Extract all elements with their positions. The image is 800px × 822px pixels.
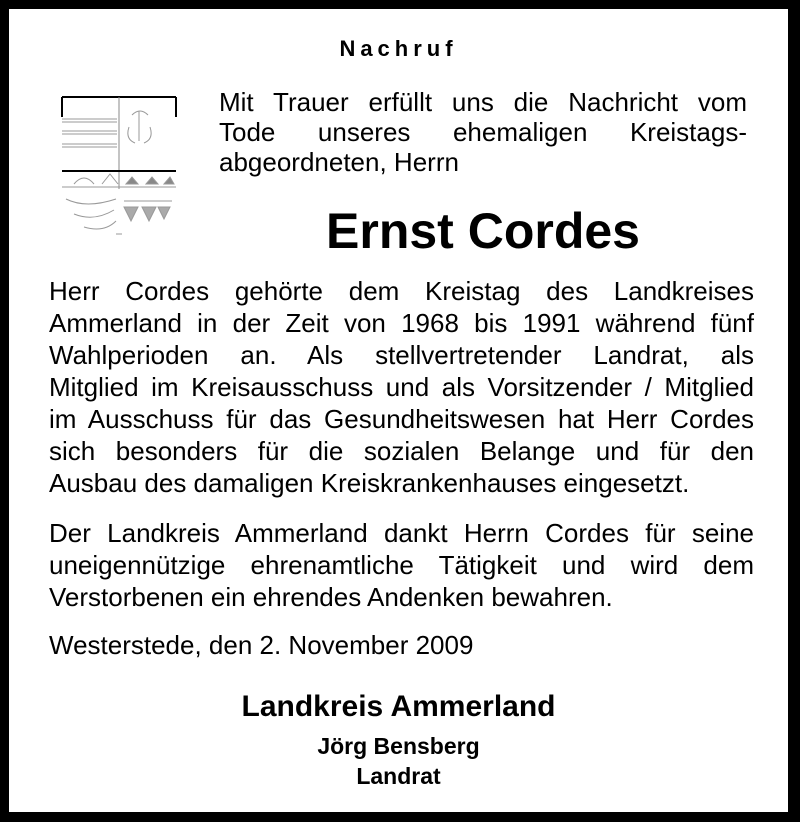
text-line: Der Landkreis Ammerland dankt Herrn Cordes für seine [49,518,754,548]
text-line: im Ausschuss für das Gesundheitswesen hat Herr Cordes [49,404,754,434]
notice-heading: Nachruf [339,36,458,61]
thanks-paragraph [49,517,754,613]
biography-paragraph [49,275,754,499]
intro-text [219,87,747,177]
place-date: Westerstede, den 2. November 2009 [49,630,474,660]
text-line: Herr Cordes gehörte dem Kreistag des Landkreises [49,276,754,306]
deceased-name: Ernst Cordes [326,203,640,259]
signer-title: Landrat [356,763,441,789]
text-line: uneigennützige ehrenamtliche Tätigkeit und wird dem [49,550,754,580]
text-line: Ausbau des damaligen Kreiskrankenhauses eingesetzt. [49,468,690,498]
intro-line: Tode unseres ehemaligen Kreistags- [219,117,747,147]
obituary-notice [9,9,788,812]
text-line: Ammerland in der Zeit von 1968 bis 1991 während fünf [49,308,754,338]
signer-name: Jörg Bensberg [317,733,480,759]
intro-line: Mit Trauer erfüllt uns die Nachricht vom [219,87,747,117]
text-line: Mitglied im Kreisausschuss und als Vorsitzender / Mitglied [49,372,754,402]
text-line: Wahlperioden an. Als stellvertretender Landrat, als [49,340,754,370]
intro-line: abgeordneten, Herrn [219,147,459,177]
organization-name: Landkreis Ammerland [241,690,556,723]
text-line: sich besonders für die sozialen Belange und für den [49,436,754,466]
coat-of-arms-icon [54,89,184,249]
text-line: Verstorbenen ein ehrendes Andenken bewahren. [49,582,613,612]
